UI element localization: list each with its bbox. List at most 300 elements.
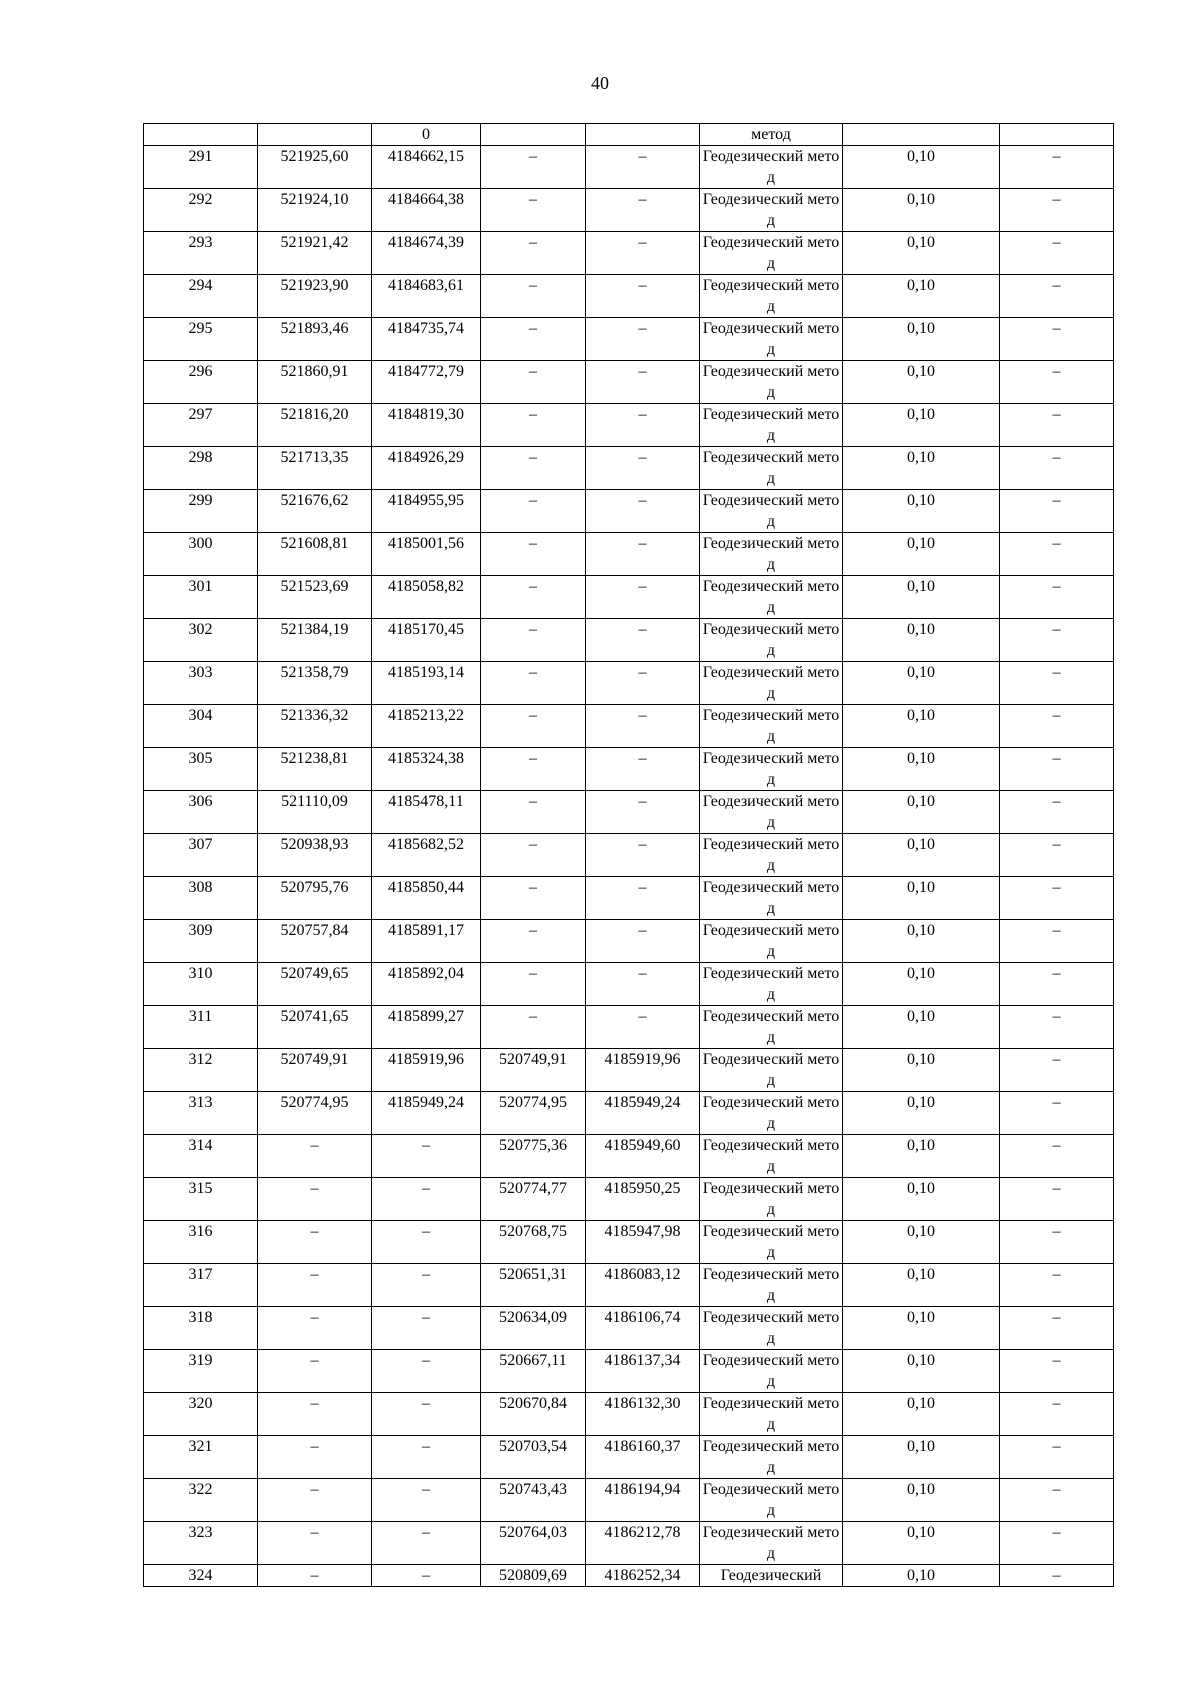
cell-note: – — [1000, 146, 1114, 189]
cell-accuracy: 0,10 — [843, 662, 1000, 705]
cell-point-number: 298 — [144, 447, 258, 490]
cell-y-old: – — [372, 1221, 481, 1264]
cell-method: Геодезический — [700, 1565, 843, 1587]
cell-x-old: – — [258, 1479, 372, 1522]
cell-y-old: 0 — [372, 124, 481, 146]
cell-point-number: 316 — [144, 1221, 258, 1264]
cell-point-number: 322 — [144, 1479, 258, 1522]
cell-method: Геодезический метод — [700, 275, 843, 318]
cell-accuracy: 0,10 — [843, 1221, 1000, 1264]
cell-accuracy: 0,10 — [843, 1479, 1000, 1522]
cell-point-number: 296 — [144, 361, 258, 404]
cell-x-old: – — [258, 1264, 372, 1307]
cell-note: – — [1000, 1479, 1114, 1522]
cell-accuracy: 0,10 — [843, 1522, 1000, 1565]
cell-y-new: – — [586, 877, 700, 920]
cell-point-number: 304 — [144, 705, 258, 748]
cell-accuracy: 0,10 — [843, 1307, 1000, 1350]
cell-x-old: 520741,65 — [258, 1006, 372, 1049]
cell-y-old: 4185478,11 — [372, 791, 481, 834]
cell-note: – — [1000, 232, 1114, 275]
cell-x-new: – — [481, 275, 586, 318]
cell-y-old: 4184926,29 — [372, 447, 481, 490]
table-row — [144, 1393, 1114, 1436]
cell-x-new: – — [481, 232, 586, 275]
cell-y-new: 4186160,37 — [586, 1436, 700, 1479]
cell-y-new: 4186137,34 — [586, 1350, 700, 1393]
cell-point-number: 321 — [144, 1436, 258, 1479]
cell-x-old: 521713,35 — [258, 447, 372, 490]
cell-method: Геодезический метод — [700, 1307, 843, 1350]
cell-method: Геодезический метод — [700, 1092, 843, 1135]
cell-x-new: 520749,91 — [481, 1049, 586, 1092]
cell-method: Геодезический метод — [700, 318, 843, 361]
cell-point-number: 312 — [144, 1049, 258, 1092]
table-row — [144, 1135, 1114, 1178]
cell-y-old: – — [372, 1264, 481, 1307]
cell-accuracy: 0,10 — [843, 791, 1000, 834]
cell-x-old: – — [258, 1221, 372, 1264]
cell-method: Геодезический метод — [700, 963, 843, 1006]
cell-accuracy: 0,10 — [843, 1565, 1000, 1587]
cell-y-new: – — [586, 963, 700, 1006]
table-row — [144, 920, 1114, 963]
cell-y-old: 4184772,79 — [372, 361, 481, 404]
cell-x-old: 521921,42 — [258, 232, 372, 275]
cell-y-old: 4184819,30 — [372, 404, 481, 447]
cell-y-old: 4185324,38 — [372, 748, 481, 791]
cell-accuracy: 0,10 — [843, 705, 1000, 748]
cell-point-number: 319 — [144, 1350, 258, 1393]
cell-y-new: – — [586, 834, 700, 877]
cell-accuracy: 0,10 — [843, 1350, 1000, 1393]
cell-note: – — [1000, 834, 1114, 877]
cell-method: Геодезический метод — [700, 146, 843, 189]
cell-accuracy: 0,10 — [843, 318, 1000, 361]
cell-y-old: 4184662,15 — [372, 146, 481, 189]
cell-y-old: – — [372, 1393, 481, 1436]
coordinates-table — [143, 123, 1114, 1587]
cell-x-new: 520764,03 — [481, 1522, 586, 1565]
cell-y-old: 4185058,82 — [372, 576, 481, 619]
table-row — [144, 533, 1114, 576]
cell-y-old: 4185891,17 — [372, 920, 481, 963]
table-row — [144, 1350, 1114, 1393]
cell-x-new: 520775,36 — [481, 1135, 586, 1178]
cell-x-new: – — [481, 361, 586, 404]
cell-method: Геодезический метод — [700, 662, 843, 705]
cell-note: – — [1000, 533, 1114, 576]
cell-x-old: 520757,84 — [258, 920, 372, 963]
cell-y-old: 4184664,38 — [372, 189, 481, 232]
table-row — [144, 1522, 1114, 1565]
cell-x-new: – — [481, 447, 586, 490]
cell-point-number — [144, 124, 258, 146]
cell-x-old: 521358,79 — [258, 662, 372, 705]
cell-point-number: 311 — [144, 1006, 258, 1049]
cell-y-new: 4186194,94 — [586, 1479, 700, 1522]
cell-method: Геодезический метод — [700, 748, 843, 791]
table-row — [144, 447, 1114, 490]
cell-x-old: 520774,95 — [258, 1092, 372, 1135]
cell-y-old: – — [372, 1178, 481, 1221]
cell-point-number: 314 — [144, 1135, 258, 1178]
cell-x-new: – — [481, 146, 586, 189]
cell-point-number: 291 — [144, 146, 258, 189]
cell-note: – — [1000, 920, 1114, 963]
cell-note: – — [1000, 361, 1114, 404]
cell-y-old: – — [372, 1307, 481, 1350]
cell-accuracy: 0,10 — [843, 920, 1000, 963]
table-row-last — [144, 1565, 1114, 1587]
cell-accuracy: 0,10 — [843, 748, 1000, 791]
cell-accuracy: 0,10 — [843, 189, 1000, 232]
cell-accuracy — [843, 124, 1000, 146]
cell-x-new: – — [481, 533, 586, 576]
cell-y-new: – — [586, 232, 700, 275]
table-row — [144, 834, 1114, 877]
table-row — [144, 146, 1114, 189]
table-row — [144, 791, 1114, 834]
cell-y-new: – — [586, 189, 700, 232]
cell-y-new — [586, 124, 700, 146]
cell-note: – — [1000, 1178, 1114, 1221]
cell-note: – — [1000, 1436, 1114, 1479]
table-row-continuation — [144, 124, 1114, 146]
table-row — [144, 748, 1114, 791]
cell-method: Геодезический метод — [700, 619, 843, 662]
cell-note: – — [1000, 791, 1114, 834]
cell-accuracy: 0,10 — [843, 146, 1000, 189]
cell-method: Геодезический метод — [700, 1393, 843, 1436]
table-row — [144, 1092, 1114, 1135]
cell-x-old: – — [258, 1307, 372, 1350]
cell-point-number: 324 — [144, 1565, 258, 1587]
cell-x-old: 521816,20 — [258, 404, 372, 447]
cell-y-old: – — [372, 1135, 481, 1178]
table-row — [144, 1436, 1114, 1479]
cell-accuracy: 0,10 — [843, 1006, 1000, 1049]
cell-note: – — [1000, 1221, 1114, 1264]
cell-y-new: – — [586, 791, 700, 834]
table-row — [144, 361, 1114, 404]
cell-accuracy: 0,10 — [843, 1178, 1000, 1221]
table-row — [144, 275, 1114, 318]
cell-method: Геодезический метод — [700, 1436, 843, 1479]
table-row — [144, 189, 1114, 232]
cell-point-number: 308 — [144, 877, 258, 920]
cell-note: – — [1000, 490, 1114, 533]
cell-x-new: – — [481, 834, 586, 877]
cell-note: – — [1000, 877, 1114, 920]
table-row — [144, 705, 1114, 748]
cell-x-new: 520634,09 — [481, 1307, 586, 1350]
cell-x-old: 521893,46 — [258, 318, 372, 361]
cell-note: – — [1000, 748, 1114, 791]
cell-note: – — [1000, 1350, 1114, 1393]
cell-y-new: 4185949,24 — [586, 1092, 700, 1135]
cell-method: Геодезический метод — [700, 447, 843, 490]
cell-y-new: – — [586, 275, 700, 318]
cell-y-new: – — [586, 920, 700, 963]
cell-point-number: 315 — [144, 1178, 258, 1221]
cell-y-new: – — [586, 490, 700, 533]
table-row — [144, 318, 1114, 361]
cell-y-new: 4185949,60 — [586, 1135, 700, 1178]
cell-x-old: – — [258, 1135, 372, 1178]
cell-accuracy: 0,10 — [843, 619, 1000, 662]
cell-y-new: – — [586, 447, 700, 490]
cell-x-new: – — [481, 318, 586, 361]
cell-y-new: – — [586, 404, 700, 447]
cell-x-old: 520749,65 — [258, 963, 372, 1006]
cell-point-number: 317 — [144, 1264, 258, 1307]
cell-point-number: 305 — [144, 748, 258, 791]
cell-x-old: 520749,91 — [258, 1049, 372, 1092]
cell-x-new: 520774,95 — [481, 1092, 586, 1135]
cell-method: Геодезический метод — [700, 834, 843, 877]
cell-note — [1000, 124, 1114, 146]
cell-x-new: – — [481, 705, 586, 748]
cell-x-old: – — [258, 1522, 372, 1565]
cell-accuracy: 0,10 — [843, 490, 1000, 533]
cell-point-number: 303 — [144, 662, 258, 705]
cell-y-old: 4185949,24 — [372, 1092, 481, 1135]
cell-x-old: 521110,09 — [258, 791, 372, 834]
cell-y-new: – — [586, 576, 700, 619]
cell-note: – — [1000, 447, 1114, 490]
cell-accuracy: 0,10 — [843, 1393, 1000, 1436]
table-row — [144, 1006, 1114, 1049]
cell-accuracy: 0,10 — [843, 361, 1000, 404]
cell-x-new: – — [481, 189, 586, 232]
cell-accuracy: 0,10 — [843, 275, 1000, 318]
cell-y-old: – — [372, 1350, 481, 1393]
cell-x-old: – — [258, 1393, 372, 1436]
cell-method: Геодезический метод — [700, 361, 843, 404]
page-number: 40 — [591, 73, 609, 93]
table-row — [144, 576, 1114, 619]
cell-y-new: 4186212,78 — [586, 1522, 700, 1565]
cell-method: Геодезический метод — [700, 232, 843, 275]
table-row — [144, 232, 1114, 275]
cell-accuracy: 0,10 — [843, 232, 1000, 275]
cell-x-new: – — [481, 791, 586, 834]
cell-method: Геодезический метод — [700, 189, 843, 232]
cell-note: – — [1000, 619, 1114, 662]
cell-note: – — [1000, 662, 1114, 705]
cell-note: – — [1000, 1135, 1114, 1178]
cell-note: – — [1000, 1006, 1114, 1049]
cell-method: Геодезический метод — [700, 791, 843, 834]
cell-y-new: – — [586, 146, 700, 189]
cell-x-old: 521238,81 — [258, 748, 372, 791]
cell-note: – — [1000, 189, 1114, 232]
cell-point-number: 320 — [144, 1393, 258, 1436]
cell-y-old: 4185899,27 — [372, 1006, 481, 1049]
table-row — [144, 619, 1114, 662]
cell-x-new: 520809,69 — [481, 1565, 586, 1587]
cell-y-new: – — [586, 318, 700, 361]
cell-y-old: 4185892,04 — [372, 963, 481, 1006]
cell-accuracy: 0,10 — [843, 404, 1000, 447]
cell-point-number: 293 — [144, 232, 258, 275]
cell-y-old: 4185919,96 — [372, 1049, 481, 1092]
cell-x-old: 521676,62 — [258, 490, 372, 533]
cell-accuracy: 0,10 — [843, 533, 1000, 576]
cell-y-old: 4184683,61 — [372, 275, 481, 318]
cell-point-number: 307 — [144, 834, 258, 877]
cell-y-new: 4185919,96 — [586, 1049, 700, 1092]
cell-method: метод — [700, 124, 843, 146]
cell-x-new: – — [481, 1006, 586, 1049]
table-row — [144, 1479, 1114, 1522]
cell-y-new: 4186106,74 — [586, 1307, 700, 1350]
cell-note: – — [1000, 1049, 1114, 1092]
cell-accuracy: 0,10 — [843, 877, 1000, 920]
cell-note: – — [1000, 576, 1114, 619]
cell-accuracy: 0,10 — [843, 576, 1000, 619]
table-row — [144, 877, 1114, 920]
cell-point-number: 309 — [144, 920, 258, 963]
cell-point-number: 306 — [144, 791, 258, 834]
cell-note: – — [1000, 1264, 1114, 1307]
cell-x-old: 521336,32 — [258, 705, 372, 748]
cell-y-new: – — [586, 361, 700, 404]
cell-y-new: – — [586, 705, 700, 748]
cell-note: – — [1000, 705, 1114, 748]
cell-x-new: 520743,43 — [481, 1479, 586, 1522]
cell-point-number: 323 — [144, 1522, 258, 1565]
cell-y-old: 4184735,74 — [372, 318, 481, 361]
cell-point-number: 313 — [144, 1092, 258, 1135]
cell-note: – — [1000, 318, 1114, 361]
cell-point-number: 318 — [144, 1307, 258, 1350]
table-row — [144, 1049, 1114, 1092]
table-row — [144, 490, 1114, 533]
cell-x-new: 520670,84 — [481, 1393, 586, 1436]
cell-x-new: – — [481, 662, 586, 705]
cell-point-number: 297 — [144, 404, 258, 447]
cell-x-old — [258, 124, 372, 146]
cell-x-old: – — [258, 1350, 372, 1393]
cell-note: – — [1000, 275, 1114, 318]
cell-x-old: 520795,76 — [258, 877, 372, 920]
cell-x-old: 521923,90 — [258, 275, 372, 318]
table-row — [144, 662, 1114, 705]
cell-method: Геодезический метод — [700, 1350, 843, 1393]
cell-method: Геодезический метод — [700, 1522, 843, 1565]
cell-x-old: – — [258, 1436, 372, 1479]
cell-note: – — [1000, 1565, 1114, 1587]
cell-x-new: – — [481, 490, 586, 533]
cell-y-new: – — [586, 619, 700, 662]
cell-y-old: 4185213,22 — [372, 705, 481, 748]
cell-y-new: 4186252,34 — [586, 1565, 700, 1587]
cell-y-old: – — [372, 1522, 481, 1565]
cell-y-new: 4185950,25 — [586, 1178, 700, 1221]
cell-accuracy: 0,10 — [843, 1264, 1000, 1307]
cell-method: Геодезический метод — [700, 1135, 843, 1178]
cell-accuracy: 0,10 — [843, 1135, 1000, 1178]
cell-accuracy: 0,10 — [843, 1049, 1000, 1092]
cell-y-old: 4185850,44 — [372, 877, 481, 920]
cell-method: Геодезический метод — [700, 1264, 843, 1307]
cell-x-new: 520651,31 — [481, 1264, 586, 1307]
cell-method: Геодезический метод — [700, 1178, 843, 1221]
cell-note: – — [1000, 1092, 1114, 1135]
cell-accuracy: 0,10 — [843, 1436, 1000, 1479]
cell-y-new: 4185947,98 — [586, 1221, 700, 1264]
cell-method: Геодезический метод — [700, 576, 843, 619]
table-row — [144, 1264, 1114, 1307]
cell-x-new — [481, 124, 586, 146]
cell-x-new: 520667,11 — [481, 1350, 586, 1393]
cell-x-new: – — [481, 404, 586, 447]
cell-x-old: 521384,19 — [258, 619, 372, 662]
cell-method: Геодезический метод — [700, 533, 843, 576]
cell-x-new: – — [481, 963, 586, 1006]
cell-y-new: 4186132,30 — [586, 1393, 700, 1436]
cell-method: Геодезический метод — [700, 1479, 843, 1522]
cell-note: – — [1000, 1393, 1114, 1436]
cell-method: Геодезический метод — [700, 1006, 843, 1049]
cell-method: Геодезический метод — [700, 1049, 843, 1092]
cell-y-old: – — [372, 1436, 481, 1479]
cell-y-new: – — [586, 662, 700, 705]
cell-accuracy: 0,10 — [843, 1092, 1000, 1135]
cell-y-new: – — [586, 1006, 700, 1049]
cell-note: – — [1000, 963, 1114, 1006]
cell-y-old: – — [372, 1565, 481, 1587]
cell-point-number: 295 — [144, 318, 258, 361]
table-row — [144, 963, 1114, 1006]
cell-method: Геодезический метод — [700, 404, 843, 447]
cell-x-new: 520774,77 — [481, 1178, 586, 1221]
cell-method: Геодезический метод — [700, 1221, 843, 1264]
cell-y-old: – — [372, 1479, 481, 1522]
cell-note: – — [1000, 1522, 1114, 1565]
cell-x-old: – — [258, 1565, 372, 1587]
cell-note: – — [1000, 404, 1114, 447]
cell-x-old: 521924,10 — [258, 189, 372, 232]
cell-y-old: 4185193,14 — [372, 662, 481, 705]
cell-x-old: 521523,69 — [258, 576, 372, 619]
cell-note: – — [1000, 1307, 1114, 1350]
cell-point-number: 299 — [144, 490, 258, 533]
cell-accuracy: 0,10 — [843, 447, 1000, 490]
cell-x-new: – — [481, 619, 586, 662]
cell-accuracy: 0,10 — [843, 963, 1000, 1006]
cell-y-old: 4184674,39 — [372, 232, 481, 275]
cell-accuracy: 0,10 — [843, 834, 1000, 877]
cell-y-new: 4186083,12 — [586, 1264, 700, 1307]
table-row — [144, 1221, 1114, 1264]
cell-x-old: 521860,91 — [258, 361, 372, 404]
cell-method: Геодезический метод — [700, 705, 843, 748]
cell-point-number: 301 — [144, 576, 258, 619]
table-row — [144, 1178, 1114, 1221]
cell-point-number: 310 — [144, 963, 258, 1006]
cell-x-old: – — [258, 1178, 372, 1221]
cell-x-new: – — [481, 748, 586, 791]
cell-method: Геодезический метод — [700, 877, 843, 920]
cell-point-number: 294 — [144, 275, 258, 318]
cell-x-old: 521925,60 — [258, 146, 372, 189]
cell-y-old: 4184955,95 — [372, 490, 481, 533]
table-row — [144, 404, 1114, 447]
cell-x-new: – — [481, 576, 586, 619]
